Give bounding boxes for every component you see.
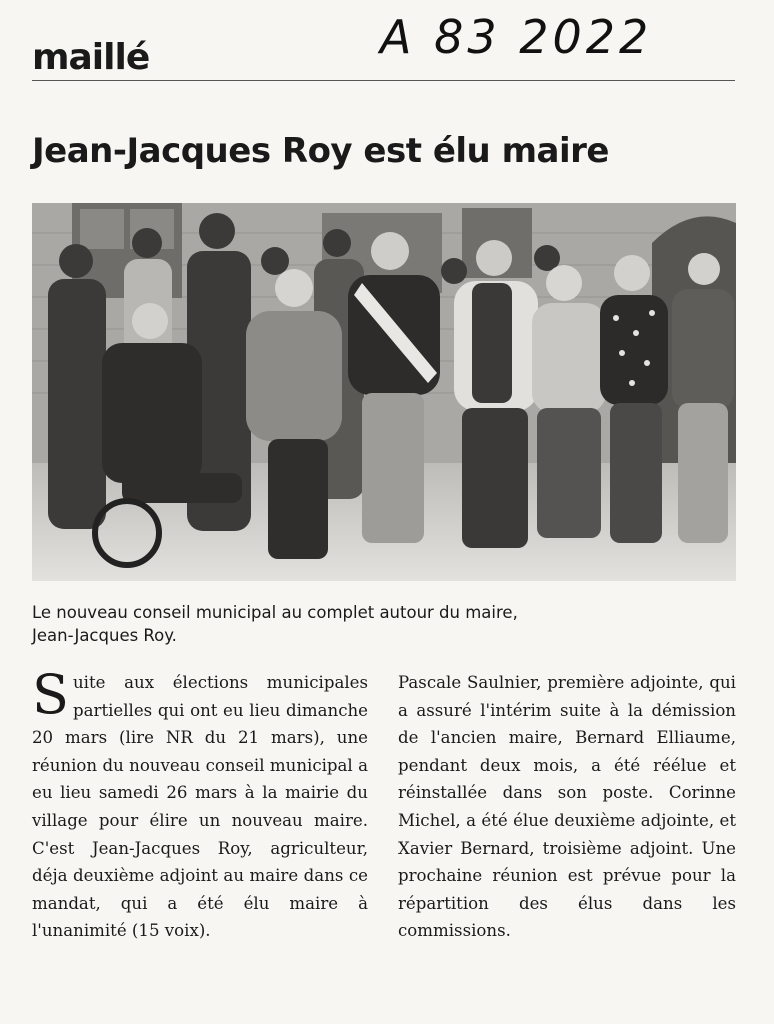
caption-line-1: Le nouveau conseil municipal au complet autour du maire, xyxy=(32,603,518,622)
article-column-1 xyxy=(32,663,368,945)
drop-cap: S xyxy=(32,663,69,726)
group-photo xyxy=(32,203,736,581)
section-title: maillé xyxy=(32,37,150,78)
caption-line-2: Jean-Jacques Roy. xyxy=(32,626,177,645)
header-rule xyxy=(32,80,735,81)
photo-caption xyxy=(32,601,742,647)
group-photo-illustration xyxy=(32,203,736,581)
headline: Jean-Jacques Roy est élu maire xyxy=(32,131,609,171)
column-2-text: Pascale Saulnier, première adjointe, qui a assuré l'intérim suite à la démission de l'ancien maire, Bernard Elliaume, pendant deux mois, a été réélue et réinstallée dans son poste. Corinne Michel, a été élue deuxième adjointe, et Xavier Bernard, troisième adjoint. Une prochaine réunion est prévue pour la répartition des élus dans les commissions. xyxy=(398,673,736,941)
column-1-text: uite aux élections municipales partielles qui ont eu lieu dimanche 20 mars (lire NR du 21 mars), une réunion du nouveau conseil municipal a eu lieu samedi 26 mars à la mairie du village pour élire un nouveau maire. C'est Jean-Jacques Roy, agriculteur, déja deuxième adjoint au maire dans ce mandat, qui a été élu maire à l'unanimité (15 voix). xyxy=(32,673,368,941)
handwritten-note: A 83 2022 xyxy=(380,10,653,64)
article-column-2 xyxy=(398,669,736,945)
